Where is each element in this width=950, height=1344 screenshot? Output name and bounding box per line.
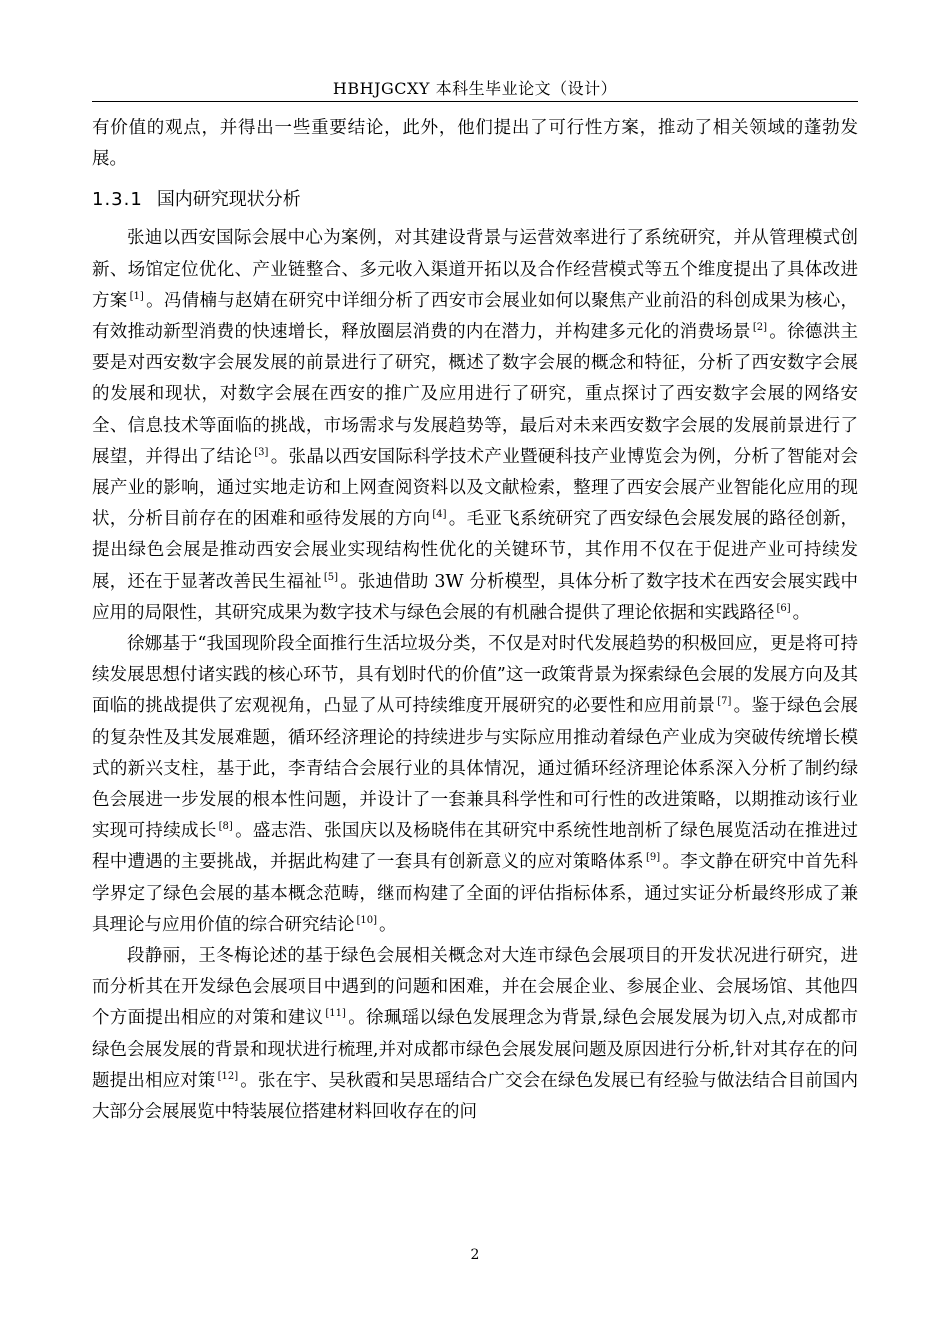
paragraph-text: 。张在宇、吴秋霞和吴思瑶结合广交会在绿色发展已有经验与做法结合目前国内大部分会展展览中特装展位搭建材料回收存在的问 [92, 1070, 858, 1123]
citation-ref: [2] [752, 322, 767, 334]
paragraph-text: 段静丽，王冬梅论述的基于绿色会展相关概念对大连市绿色会展项目的开发状况进行研究，进而分析其在开发绿色会展项目中遇到的问题和困难，并在会展企业、参展企业、会展场馆、其他四个方面提出相应的对策和建议 [92, 946, 858, 1029]
paragraph-text: 。徐德洪主要是对西安数字会展发展的前景进行了研究，概述了数字会展的概念和特征，分析了西安数字会展的发展和现状，对数字会展在西安的推广及应用进行了研究，重点探讨了西安数字会展的网络安全、信息技术等面临的挑战，市场需求与发展趋势等，最后对未来西安数字会展的发展前景进行了展望，并得出了结论 [92, 322, 859, 467]
paragraph-text: 。冯倩楠与赵婧在研究中详细分析了西安市会展业如何以聚焦产业前沿的科创成果为核心，有效推动新型消费的快速增长，释放圈层消费的内在潜力，并构建多元化的消费场景 [92, 290, 859, 343]
citation-ref: [5] [323, 571, 339, 583]
paragraph-text: 。张晶以西安国际科学技术产业暨硬科技产业博览会为例，分析了智能对会展产业的影响，通过实地走访和上网查阅资料以及文献检索，整理了西安会展产业智能化应用的现状，分析目前存在的困难和亟待发展的方向 [92, 446, 858, 530]
header-title: HBHJGCXY 本科生毕业论文（设计） [332, 79, 618, 98]
paragraph [92, 941, 858, 1128]
paragraph-text: 。毛亚飞系统研究了西安绿色会展发展的路径创新，提出绿色会展是推动西安会展业实现结构性优化的关键环节，其作用不仅在于促进产业可持续发展，还在于显著改善民生福祉 [92, 509, 859, 592]
paragraph [92, 223, 858, 629]
paragraph-text: 。 [379, 914, 397, 935]
paragraph-text: 。盛志浩、张国庆以及杨晓伟在其研究中系统性地剖析了绿色展览活动在推进过程中遭遇的主要挑战，并据此构建了一套具有创新意义的应对策略体系 [92, 821, 858, 873]
section-number: 1.3.1 [92, 189, 143, 211]
paragraph-text: 张迪以西安国际会展中心为案例，对其建设背景与运营效率进行了系统研究，并从管理模式创新、场馆定位优化、产业链整合、多元收入渠道开拓以及合作经营模式等五个维度提出了具体改进方案 [92, 228, 858, 311]
citation-ref: [12] [217, 1070, 239, 1082]
document-body [92, 113, 858, 1128]
citation-ref: [8] [218, 821, 233, 833]
section-title: 国内研究现状分析 [156, 189, 301, 211]
paragraph-text: 。李文静在研究中首先科学界定了绿色会展的基本概念范畴，继而构建了全面的评估指标体系，通过实证分析最终形成了兼具理论与应用价值的综合研究结论 [92, 852, 858, 935]
page-number: 2 [470, 1247, 480, 1263]
citation-ref: [1] [129, 290, 144, 302]
citation-ref: [7] [717, 696, 732, 708]
paragraph-text: 。张迪借助 3W 分析模型，具体分析了数字技术在西安会展实践中应用的局限性，其研究成果为数字技术与绿色会展的有机融合提供了理论依据和实践路径 [92, 571, 859, 623]
citation-ref: [4] [432, 509, 447, 521]
paragraph-text: 。徐珮瑶以绿色发展理念为背景,绿色会展发展为切入点,对成都市绿色会展发展的背景和现状进行梳理,并对成都市绿色会展发展问题及原因进行分析,针对其存在的问题提出相应对策 [92, 1008, 859, 1091]
citation-ref: [9] [645, 852, 661, 864]
citation-ref: [3] [254, 446, 269, 458]
header-divider [92, 101, 858, 102]
paragraph-text: 。 [792, 602, 811, 623]
section-heading [92, 184, 858, 216]
citation-ref: [10] [356, 914, 378, 926]
citation-ref: [6] [776, 602, 791, 614]
paragraph-text: 。鉴于绿色会展的复杂性及其发展难题，循环经济理论的持续进步与实际应用推动着绿色产业成为突破传统增长模式的新兴支柱，基于此，李青结合会展行业的具体情况，通过循环经济理论体系深入分析了制约绿色会展进一步发展的根本性问题，并设计了一套兼具科学性和可行性的改进策略，以期推动该行业实现可持续成长 [92, 696, 858, 842]
page-header [92, 76, 858, 99]
citation-ref: [11] [325, 1008, 346, 1020]
paragraph-text: 徐娜基于“我国现阶段全面推行生活垃圾分类，不仅是对时代发展趋势的积极回应，更是将可持续发展思想付诸实践的核心环节，具有划时代的价值”这一政策背景为探索绿色会展的发展方向及其面临的挑战提供了宏观视角，凸显了从可持续维度开展研究的必要性和应用前景 [92, 634, 858, 717]
paragraph [92, 629, 858, 941]
continued-paragraph: 有价值的观点，并得出一些重要结论，此外，他们提出了可行性方案，推动了相关领域的蓬勃发展。 [92, 118, 858, 170]
